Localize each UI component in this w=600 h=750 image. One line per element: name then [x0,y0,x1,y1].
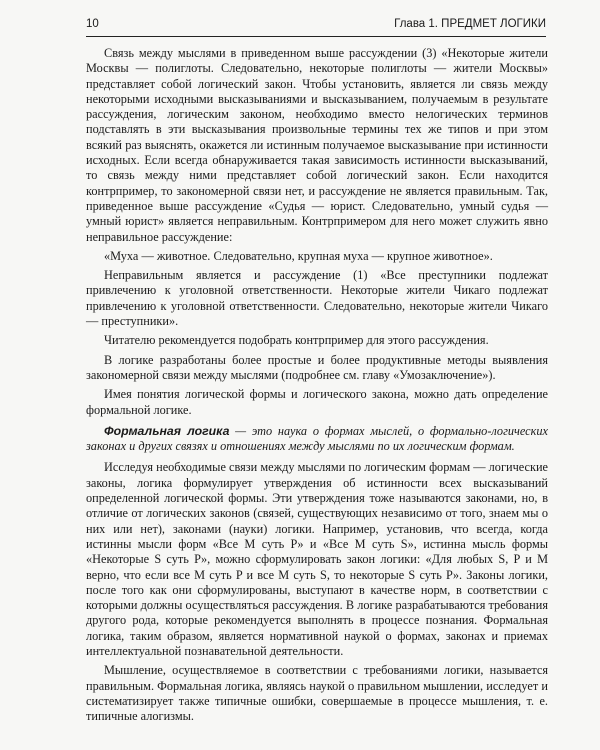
paragraph-methods: В логике разработаны более простые и более продуктивные методы выявления закономерной связи между мыслями (подробнее см. главу «Умозаключение»). [86,352,548,382]
paragraph-laws-of-logic: Исследуя необходимые связи между мыслями по логическим формам — логические законы, логика формулирует утверждения об истинности всех высказываний определенной логической формы. Эти утверждения тоже называются законами, но, в отличие от логических законов (связей, существующих независимо от того, знаем мы о них или нет), законами (науки) логики. Например, установив, что всегда, когда истинны мысли форм «Все M суть P» и «Все M суть S», истинна мысль формы «Некоторые S суть P», можно сформулировать закон логики: «Для любых S, P и M верно, что если все M суть P и все M суть S, то некоторые S суть P». Законы логики, после того как они сформулированы, выступают в качестве норм, в соответствии с которыми должны осуществляться рассуждения. В логике разрабатываются требования другого рода, которые рекомендуется выполнять в процессе познания. Формальная логика, таким образом, является нормативной наукой о формах, законах и приемах интеллектуальной познавательной деятельности. [86,460,548,658]
paragraph-correct-thinking: Мышление, осуществляемое в соответствии с требованиями логики, называется правильным. Формальная логика, являясь наукой о правильном мышлении, исследует и систематизирует также типичные ошибки, совершаемые в процессе мышления, т. е. типичные алогизмы. [86,663,548,724]
page-number: 10 [86,18,99,30]
running-header [86,14,546,37]
paragraph-criminals: Неправильным является и рассуждение (1) «Все преступники подлежат привлечению к уголовной ответственности. Некоторые жители Чикаго подлежат привлечению к уголовной ответственности. Следовательно, некоторые жители Чикаго — преступники». [86,268,548,329]
definition-text: — это наука о формах мыслей, о формально-логических законах и других связях и отношениях между мыслями по их логическим формам. [86,423,548,454]
paragraph-reader-task: Читателю рекомендуется подобрать контрпример для этого рассуждения. [104,333,489,348]
definition-term: Формальная логика [104,423,230,438]
chapter-title: Глава 1. ПРЕДМЕТ ЛОГИКИ [394,18,546,30]
paragraph-fly-example: «Муха — животное. Следовательно, крупная муха — крупное животное». [104,248,493,263]
definition-formal-logic [86,424,548,455]
page-body [86,46,548,728]
paragraph-definition-intro: Имея понятия логической формы и логического закона, можно дать определение формальной логике. [86,387,548,417]
paragraph-logical-law: Связь между мыслями в приведенном выше рассуждении (3) «Некоторые жители Москвы — полиглоты. Следовательно, некоторые полиглоты — жители Москвы» представляет собой логический закон. Чтобы установить, является ли связь между некоторыми исходными высказываниями и высказыванием, получаемым в результате рассуждения, логическим законом, необходимо вместо нелогических терминов подставлять в эти высказывания произвольные термины тех же типов и при этом всякий раз выяснять, окажется ли истинным получаемое высказывание при истинности исходных. Если всегда обнаруживается такая зависимость истинности высказываний, то связь между ними представляет собой логический закон. Если находится контрпример, то закономерной связи нет, и рассуждение не является правильным. Так, приведенное выше рассуждение «Судья — юрист. Следовательно, умный судья — умный юрист» является неправильным. Контрпримером для него может служить явно неправильное рассуждение: [86,46,548,244]
